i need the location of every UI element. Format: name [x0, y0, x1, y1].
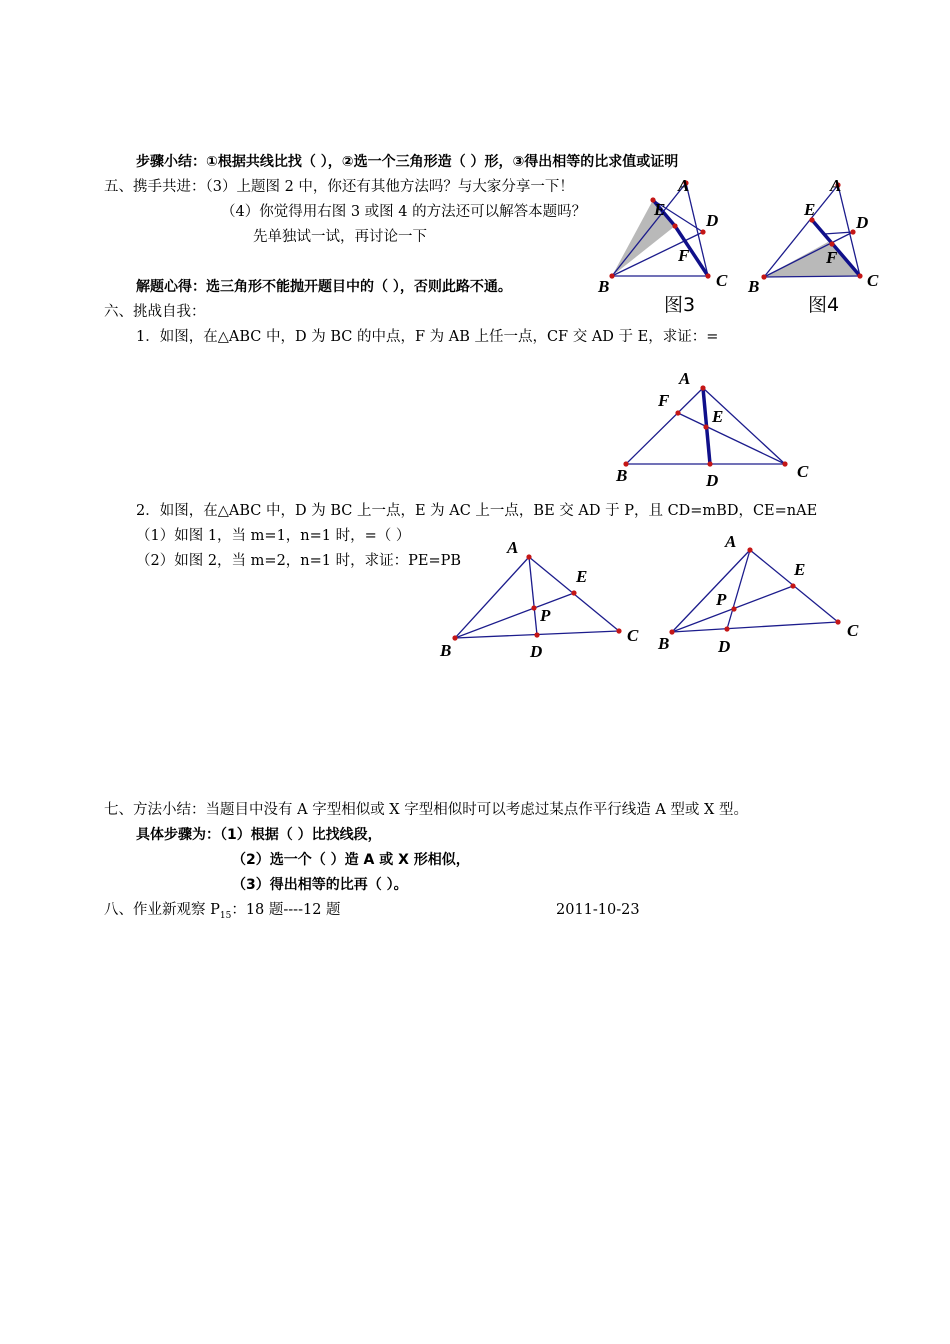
p2f2-label-c: C	[847, 621, 859, 640]
p2f1-point-d	[534, 632, 539, 637]
p2f2-label-b: B	[658, 634, 670, 653]
section5-q4: （4）你觉得用右图 3 或图 4 的方法还可以解答本题吗？	[221, 204, 587, 220]
problem2-text: 2．如图，在△ABC 中，D 为 BC 上一点，E 为 AC 上一点，BE 交 AD 于 P，且 CD=mBD，CE=nAE	[136, 503, 818, 519]
section8-date: 2011-10-23	[556, 902, 640, 918]
fig3-label-b: B	[598, 277, 610, 296]
p2f2-label-d: D	[718, 637, 731, 656]
p1-point-e	[703, 424, 708, 429]
p2f1-label-a: A	[507, 538, 519, 557]
p1-label-f: F	[658, 391, 670, 410]
p1-label-a: A	[679, 369, 691, 388]
p1-point-c	[782, 461, 787, 466]
section8-rest: ：18 题----12 题	[231, 902, 341, 918]
p2f2-label-e: E	[794, 560, 806, 579]
section7-step3: （3）得出相等的比再（ ）。	[232, 877, 408, 893]
problem2-figure-2	[650, 525, 880, 665]
fig4-point-c	[857, 273, 862, 278]
fig3-label-d: D	[706, 211, 719, 230]
problem1-text: 1．如图，在△ABC 中，D 为 BC 的中点，F 为 AB 上任一点，CF 交 AD 于 E，求证：=	[136, 329, 719, 345]
p2f1-label-e: E	[576, 567, 588, 586]
section7-step2: （2）选一个（ ）造 A 或 X 形相似，	[232, 852, 470, 868]
p2f1-line-ad	[529, 557, 537, 635]
p2f1-label-d: D	[530, 642, 543, 661]
fig3-caption: 图3	[664, 294, 696, 316]
fig3-side-ab	[612, 183, 686, 276]
p1-line-cf	[678, 413, 785, 464]
p2f1-line-be	[455, 593, 574, 638]
p2f2-label-p: P	[716, 590, 727, 609]
section6-title: 六、挑战自我：	[104, 304, 206, 320]
problem2-part1: （1）如图 1，当 m=1，n=1 时，=（ ）	[136, 528, 411, 544]
p1-label-c: C	[797, 462, 809, 481]
fig3-label-a: A	[678, 176, 690, 195]
fig3-point-d	[700, 229, 705, 234]
figure-3	[590, 172, 728, 322]
figure-4	[740, 172, 890, 322]
fig4-label-b: B	[748, 277, 760, 296]
p2f1-side-ab	[455, 557, 529, 638]
p2f1-point-b	[452, 635, 457, 640]
fig4-label-e: E	[804, 200, 816, 219]
section5-prefix: 五、携手共进：	[104, 179, 206, 195]
fig3-label-c: C	[716, 271, 728, 290]
p2f1-point-p	[531, 605, 536, 610]
p2f1-label-b: B	[440, 641, 452, 660]
section5-insight: 解题心得：选三角形不能抛开题目中的（ ），否则此路不通。	[136, 279, 512, 295]
p1-label-d: D	[706, 471, 719, 490]
fig3-label-e: E	[654, 200, 666, 219]
p1-label-b: B	[616, 466, 628, 485]
fig3-point-b	[609, 273, 614, 278]
p2f1-point-e	[571, 590, 576, 595]
problem2-figure-1	[430, 530, 650, 670]
problem2-part2: （2）如图 2，当 m=2，n=1 时，求证：PE=PB	[136, 553, 462, 569]
p1-point-f	[675, 410, 680, 415]
p2f1-label-p: P	[540, 606, 551, 625]
p2f2-point-a	[747, 547, 752, 552]
section5-q3-text: （3）上题图 2 中，你还有其他方法吗？与大家分享一下！	[205, 179, 574, 195]
problem1-figure	[600, 360, 830, 500]
p1-point-a	[700, 385, 705, 390]
p1-side-ac	[703, 388, 785, 464]
p2f1-point-a	[526, 554, 531, 559]
section5-hint: 先单独试一试，再讨论一下	[253, 229, 427, 245]
fig4-point-b	[761, 274, 766, 279]
section8-homework	[104, 900, 341, 926]
section7-intro: 七、方法小结：当题目中没有 A 字型相似或 X 字型相似时可以考虑过某点作平行线造 A 型或 X 型。	[104, 802, 748, 818]
p2f1-label-c: C	[627, 626, 639, 645]
p2f1-point-c	[616, 628, 621, 633]
p1-point-d	[707, 461, 712, 466]
section7-step1: 具体步骤为：（1）根据（ ）比找线段，	[136, 827, 382, 843]
p1-label-e: E	[712, 407, 724, 426]
steps-summary: 步骤小结：①根据共线比找（ ），②选一个三角形造（ ）形，③得出相等的比求值或证明	[136, 154, 679, 170]
p2f2-point-e	[790, 583, 795, 588]
p2f2-point-p	[731, 606, 736, 611]
section8-prefix: 八、作业新观察 P	[104, 902, 220, 918]
section5-q3	[104, 177, 574, 197]
p2f2-label-a: A	[725, 532, 737, 551]
fig3-label-f: F	[678, 246, 690, 265]
fig4-label-a: A	[830, 176, 842, 195]
p2f2-point-b	[669, 629, 674, 634]
fig4-label-c: C	[867, 271, 879, 290]
fig3-point-f	[672, 223, 677, 228]
fig4-point-f	[829, 241, 834, 246]
section8-page-sub: 15	[219, 910, 232, 921]
fig3-point-c	[705, 273, 710, 278]
p2f2-point-d	[724, 626, 729, 631]
fig4-label-d: D	[856, 213, 869, 232]
fig4-caption: 图4	[808, 294, 840, 316]
p2f2-point-c	[835, 619, 840, 624]
fig4-label-f: F	[826, 248, 838, 267]
p2f2-side-bc	[672, 622, 838, 632]
fig4-point-d	[850, 229, 855, 234]
